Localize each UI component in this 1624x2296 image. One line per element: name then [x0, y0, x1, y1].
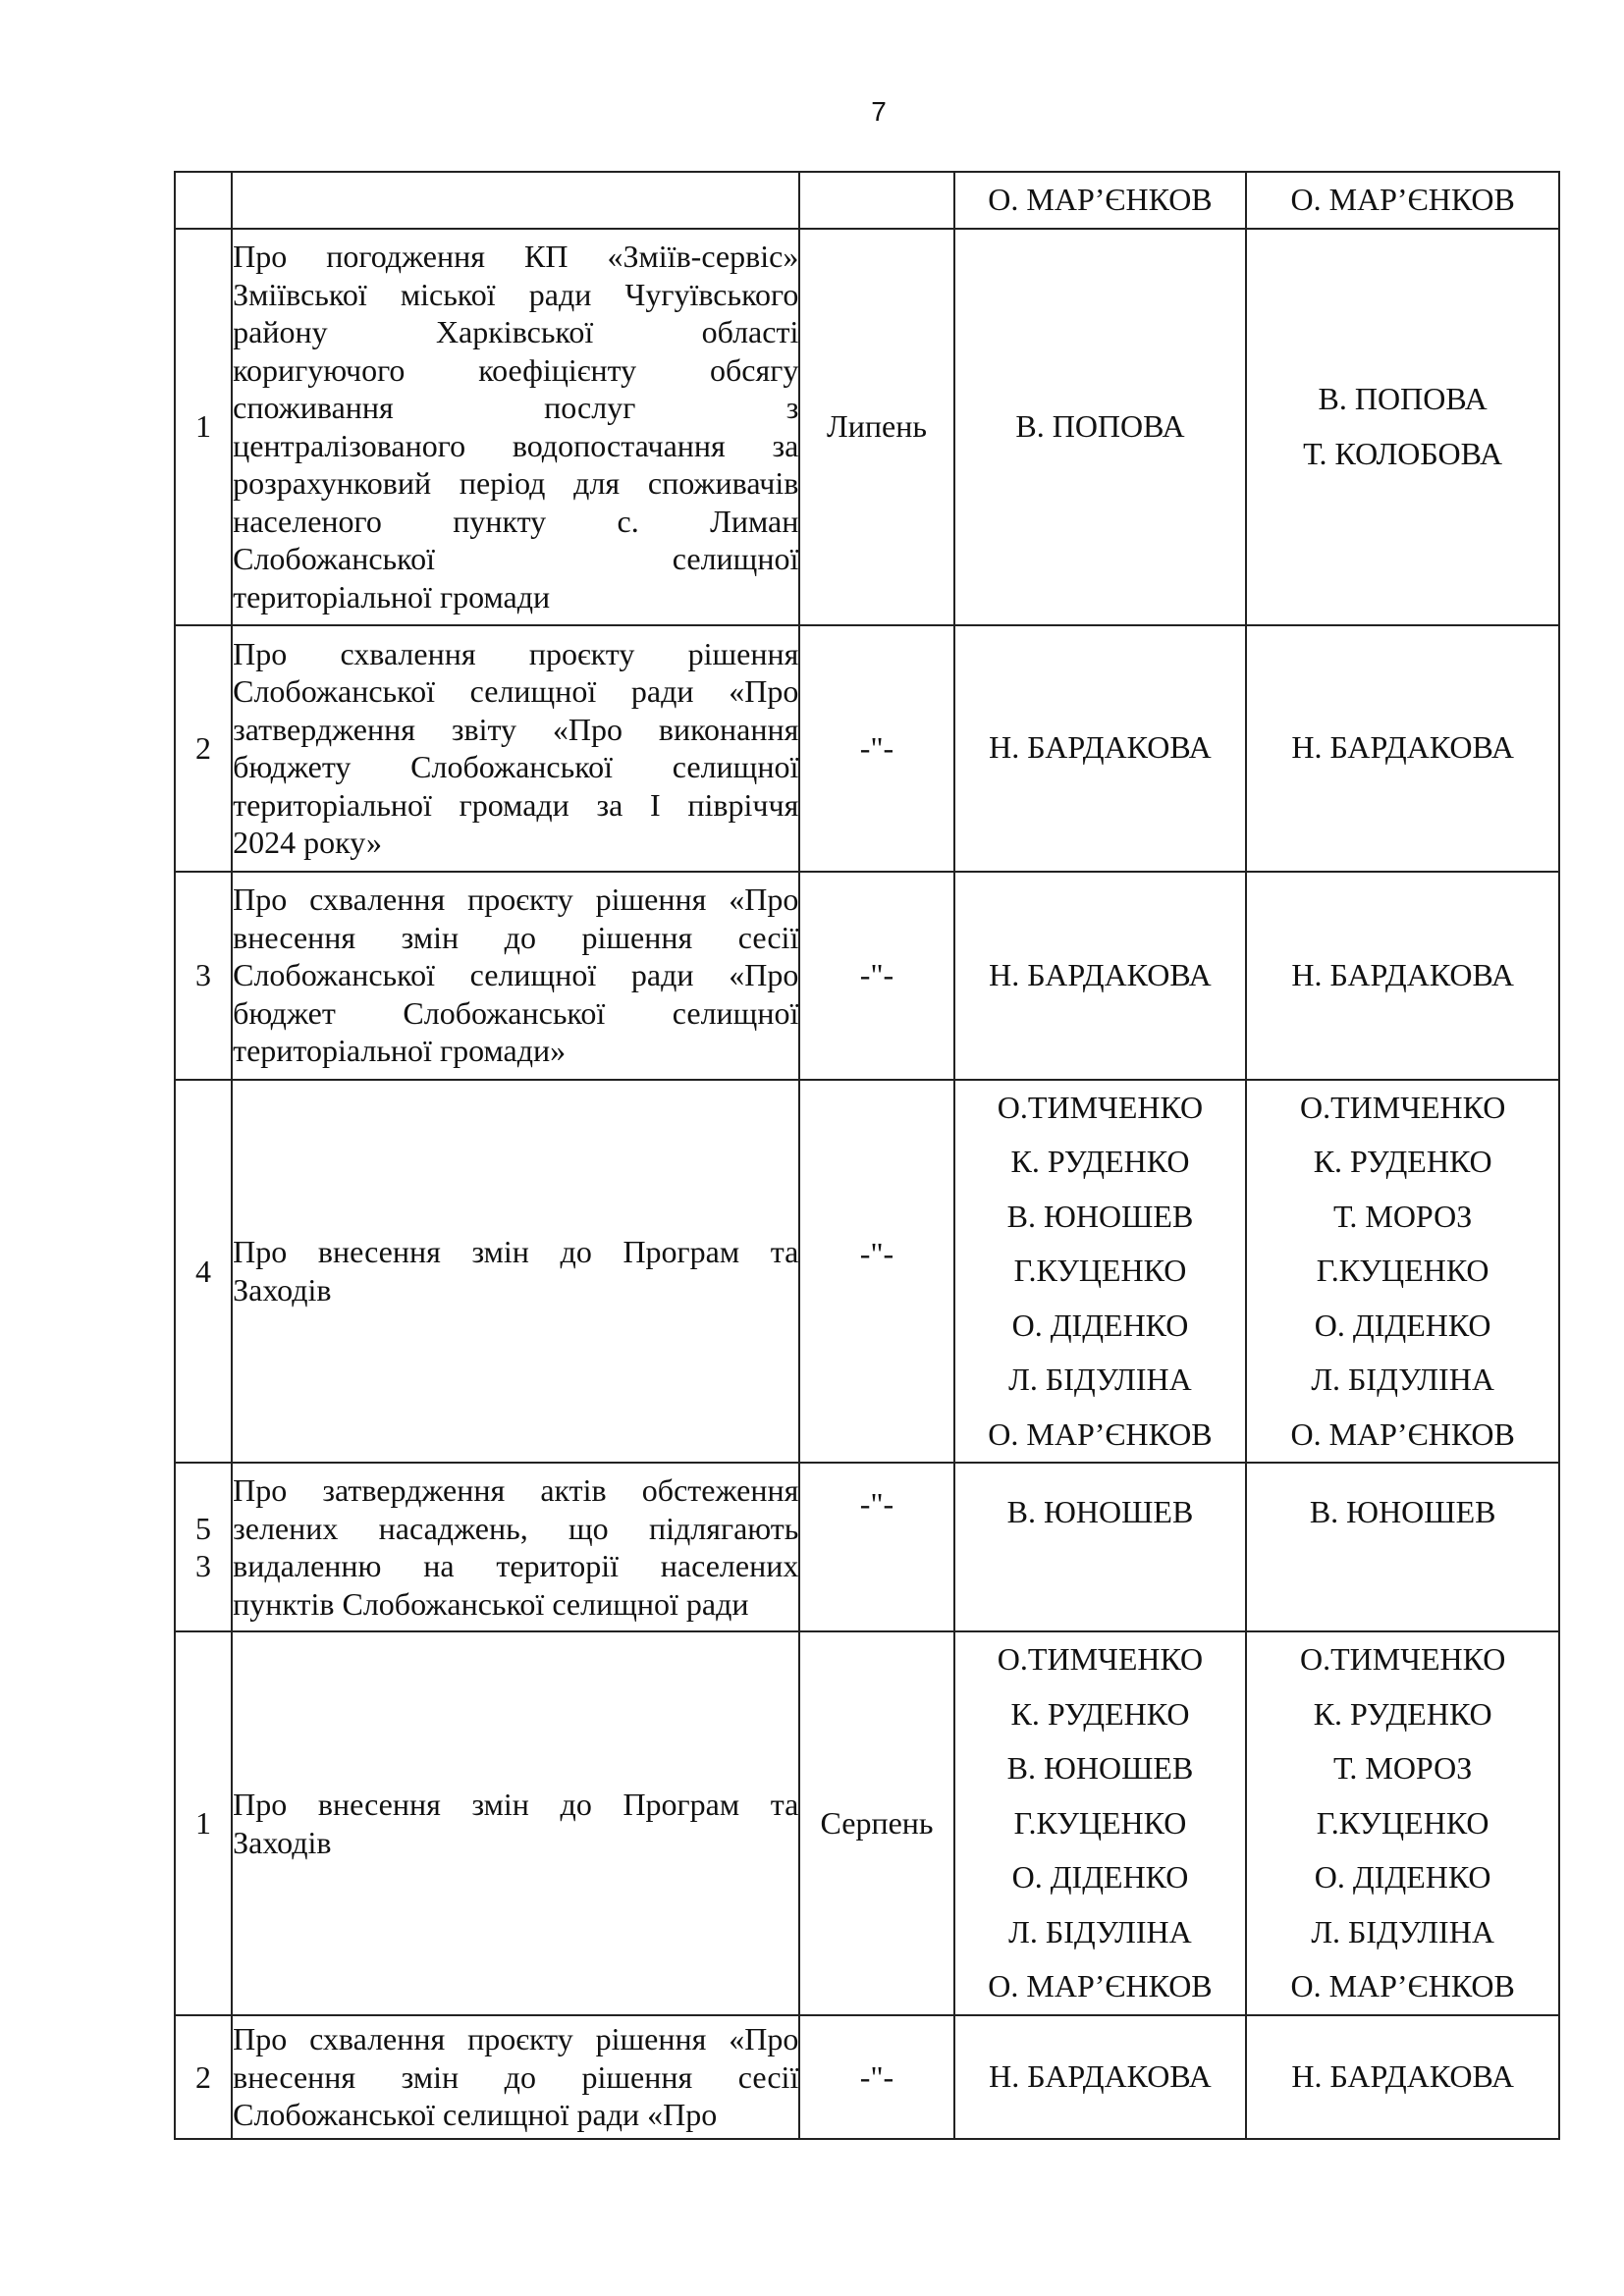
- person-name: Г.КУЦЕНКО: [1013, 1804, 1187, 1841]
- topic-line: видаленню на території населених: [233, 1548, 799, 1583]
- row-number: 1: [175, 229, 232, 625]
- person-name: О. МАР’ЄНКОВ: [1290, 182, 1515, 217]
- person-name: В. ЮНОШЕВ: [1006, 1198, 1194, 1234]
- responsible-cell: [954, 2015, 1247, 2139]
- topic-line: Про погодження КП «Зміїв-сервіс»: [233, 239, 799, 274]
- topic-line: Про схвалення проєкту рішення: [233, 635, 799, 671]
- topic-line: зелених насаджень, що підлягають: [233, 1510, 799, 1546]
- row-number: 4: [175, 1080, 232, 1464]
- responsible-cell: [954, 1080, 1247, 1464]
- topic-cell: [232, 872, 799, 1080]
- person-name: О.ТИМЧЕНКО: [1299, 1641, 1506, 1678]
- topic-line: Слобожанської селищної ради «Про: [233, 2097, 718, 2133]
- person-name: К. РУДЕНКО: [1313, 1695, 1492, 1732]
- person-name: Г.КУЦЕНКО: [1316, 1804, 1489, 1841]
- topic-line: Про внесення змін до Програм та: [233, 1787, 799, 1822]
- person-name: О. МАР’ЄНКОВ: [1290, 1968, 1515, 2004]
- prepares-cell: [1246, 172, 1559, 229]
- person-name: О.ТИМЧЕНКО: [1299, 1089, 1506, 1125]
- row-number: 2: [175, 625, 232, 872]
- person-name: О. МАР’ЄНКОВ: [1290, 1415, 1515, 1452]
- person-name: Н. БАРДАКОВА: [1291, 956, 1514, 992]
- table-row: [175, 1463, 1559, 1631]
- prepares-cell: [1246, 1463, 1559, 1631]
- person-name: В. ПОПОВА: [1015, 407, 1185, 444]
- topic-cell: [232, 1631, 799, 2015]
- topic-line: Про схвалення проєкту рішення «Про: [233, 881, 799, 918]
- work-plan-table: [174, 171, 1560, 2140]
- person-name: О. МАР’ЄНКОВ: [988, 1415, 1213, 1452]
- term-cell: -"-: [799, 1463, 953, 1631]
- person-name: Л. БІДУЛІНА: [1008, 1913, 1192, 1949]
- row-number: [175, 172, 232, 229]
- person-name: О. ДІДЕНКО: [1314, 1859, 1491, 1896]
- topic-line: Про внесення змін до Програм та: [233, 1234, 799, 1270]
- topic-line: розрахунковий період для споживачів: [233, 465, 799, 501]
- prepares-cell: [1246, 2015, 1559, 2139]
- topic-line: бюджету Слобожанської селищної: [233, 749, 799, 784]
- person-name: О. МАР’ЄНКОВ: [988, 182, 1213, 217]
- prepares-cell: [1246, 625, 1559, 872]
- person-name: Т. КОЛОБОВА: [1303, 435, 1503, 471]
- person-name: О.ТИМЧЕНКО: [997, 1641, 1204, 1678]
- page-number: 7: [871, 96, 887, 127]
- person-name: Н. БАРДАКОВА: [989, 2058, 1212, 2095]
- term-cell: Серпень: [799, 1631, 953, 2015]
- topic-cell: [232, 1463, 799, 1631]
- row-number: 2: [175, 2015, 232, 2139]
- person-name: К. РУДЕНКО: [1313, 1144, 1492, 1179]
- person-name: Н. БАРДАКОВА: [1291, 729, 1514, 766]
- person-name: О. ДІДЕНКО: [1314, 1307, 1491, 1343]
- person-name: Л. БІДУЛІНА: [1008, 1362, 1192, 1397]
- term-cell: Липень: [799, 229, 953, 625]
- topic-line: Заходів: [233, 1824, 332, 1860]
- topic-line: Зміївської міської ради Чугуївського: [233, 276, 799, 312]
- row-number: 1: [175, 1631, 232, 2015]
- person-name: О. МАР’ЄНКОВ: [988, 1968, 1213, 2004]
- topic-line: коригуючого коефіцієнту обсягу: [233, 351, 799, 388]
- topic-line: територіальної громади: [233, 578, 551, 614]
- person-name: О.ТИМЧЕНКО: [997, 1089, 1204, 1125]
- topic-line: територіальної громади за І півріччя: [233, 786, 799, 823]
- term-cell: -"-: [799, 1080, 953, 1464]
- table-row: [175, 2015, 1559, 2139]
- term-cell: -"-: [799, 625, 953, 872]
- prepares-cell: [1246, 229, 1559, 625]
- term-cell: -"-: [799, 2015, 953, 2139]
- person-name: В. ЮНОШЕВ: [1006, 1750, 1194, 1787]
- topic-line: затвердження звіту «Про виконання: [233, 711, 799, 747]
- topic-line: Про затвердження актів обстеження: [233, 1472, 799, 1508]
- person-name: К. РУДЕНКО: [1010, 1144, 1190, 1179]
- table-row: [175, 172, 1559, 229]
- person-name: В. ЮНОШЕВ: [1309, 1494, 1496, 1529]
- person-name: Т. МОРОЗ: [1333, 1750, 1473, 1787]
- topic-line: Слобожанської селищної ради «Про: [233, 673, 799, 709]
- table-row: [175, 1631, 1559, 2015]
- topic-line: територіальної громади»: [233, 1033, 567, 1069]
- prepares-cell: [1246, 872, 1559, 1080]
- topic-line: споживання послуг з: [233, 390, 799, 425]
- person-name: В. ЮНОШЕВ: [1006, 1494, 1194, 1529]
- person-name: Н. БАРДАКОВА: [1291, 2058, 1514, 2095]
- topic-line: бюджет Слобожанської селищної: [233, 994, 799, 1031]
- row-number: 3: [175, 872, 232, 1080]
- topic-line: 2024 року»: [233, 825, 382, 860]
- work-plan-body: [175, 172, 1559, 2139]
- topic-cell: [232, 172, 799, 229]
- responsible-cell: [954, 1463, 1247, 1631]
- topic-line: внесення змін до рішення сесії: [233, 2058, 799, 2095]
- table-row: [175, 625, 1559, 872]
- table-row: [175, 872, 1559, 1080]
- topic-line: централізованого водопостачання за: [233, 427, 799, 463]
- person-name: О. ДІДЕНКО: [1011, 1859, 1189, 1896]
- topic-line: населеного пункту с. Лиман: [233, 503, 799, 539]
- topic-cell: [232, 2015, 799, 2139]
- topic-line: району Харківської області: [233, 314, 799, 349]
- topic-line: Слобожанської селищної ради «Про: [233, 957, 799, 993]
- responsible-cell: [954, 625, 1247, 872]
- topic-cell: [232, 625, 799, 872]
- topic-line: Про схвалення проєкту рішення «Про: [233, 2021, 799, 2057]
- person-name: Г.КУЦЕНКО: [1013, 1253, 1187, 1288]
- person-name: В. ПОПОВА: [1318, 381, 1488, 416]
- prepares-cell: [1246, 1080, 1559, 1464]
- topic-cell: [232, 1080, 799, 1464]
- person-name: К. РУДЕНКО: [1010, 1695, 1190, 1732]
- term-cell: [799, 172, 953, 229]
- topic-cell: [232, 229, 799, 625]
- person-name: Л. БІДУЛІНА: [1311, 1913, 1494, 1949]
- person-name: Н. БАРДАКОВА: [989, 729, 1212, 766]
- topic-line: внесення змін до рішення сесії: [233, 919, 799, 955]
- person-name: Л. БІДУЛІНА: [1311, 1362, 1494, 1397]
- person-name: Т. МОРОЗ: [1333, 1198, 1473, 1234]
- person-name: Г.КУЦЕНКО: [1316, 1253, 1489, 1288]
- topic-line: Слобожанської селищної: [233, 541, 799, 576]
- term-cell: -"-: [799, 872, 953, 1080]
- prepares-cell: [1246, 1631, 1559, 2015]
- row-number: 5 3: [175, 1463, 232, 1631]
- responsible-cell: [954, 172, 1247, 229]
- person-name: Н. БАРДАКОВА: [989, 956, 1212, 992]
- person-name: О. ДІДЕНКО: [1011, 1307, 1189, 1343]
- responsible-cell: [954, 1631, 1247, 2015]
- table-row: [175, 229, 1559, 625]
- table-row: [175, 1080, 1559, 1464]
- topic-line: пунктів Слобожанської селищної ради: [233, 1585, 749, 1622]
- topic-line: Заходів: [233, 1271, 332, 1308]
- responsible-cell: [954, 229, 1247, 625]
- responsible-cell: [954, 872, 1247, 1080]
